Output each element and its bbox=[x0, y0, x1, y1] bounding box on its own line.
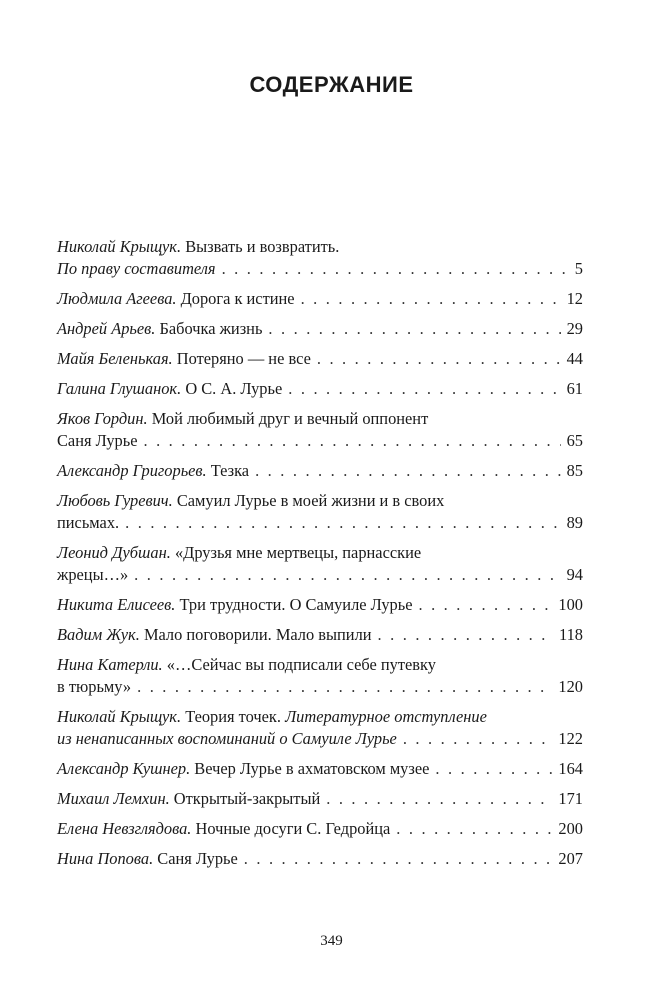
toc-page-number: 118 bbox=[559, 625, 583, 644]
dot-leader bbox=[125, 512, 560, 534]
toc-subtitle: из ненаписанных воспоминаний о Самуиле Лурье bbox=[57, 729, 397, 748]
toc-entry bbox=[57, 594, 583, 616]
toc-page-number: 61 bbox=[566, 379, 583, 398]
toc-entry-line bbox=[57, 542, 583, 564]
toc-entry bbox=[57, 542, 583, 586]
dot-leader bbox=[288, 378, 560, 400]
toc-entry-line bbox=[57, 318, 583, 340]
toc-entry bbox=[57, 408, 583, 452]
page-title: СОДЕРЖАНИЕ bbox=[249, 72, 414, 97]
toc-title: «…Сейчас вы подписали себе путевку bbox=[166, 655, 436, 674]
dot-leader bbox=[317, 348, 561, 370]
toc-title: Потеряно — не все bbox=[176, 349, 311, 368]
toc-page-number: 207 bbox=[558, 849, 583, 868]
toc-author: Любовь Гуревич. bbox=[57, 491, 173, 510]
toc-title: Бабочка жизнь bbox=[159, 319, 263, 338]
toc-page-number: 200 bbox=[558, 819, 583, 838]
toc-author: Нина Катерли. bbox=[57, 655, 163, 674]
dot-leader bbox=[301, 288, 561, 310]
toc-author: Нина Попова. bbox=[57, 849, 154, 868]
toc-page-number: 89 bbox=[566, 513, 583, 532]
toc-author: Николай Крыщук. bbox=[57, 237, 182, 256]
toc-entry bbox=[57, 460, 583, 482]
toc-author: Николай Крыщук. bbox=[57, 707, 182, 726]
toc-page-number: 29 bbox=[566, 319, 583, 338]
dot-leader bbox=[222, 258, 569, 280]
toc-title: Саня Лурье bbox=[157, 849, 238, 868]
dot-leader bbox=[326, 788, 552, 810]
toc-entry bbox=[57, 788, 583, 810]
toc-entry-line bbox=[57, 378, 583, 400]
toc-entry-line bbox=[57, 460, 583, 482]
toc-entry bbox=[57, 624, 583, 646]
dot-leader bbox=[396, 818, 552, 840]
toc-title: Открытый-закрытый bbox=[173, 789, 321, 808]
toc-title: «Друзья мне мертвецы, парнасские bbox=[174, 543, 422, 562]
toc-entry bbox=[57, 288, 583, 310]
dot-leader bbox=[134, 564, 560, 586]
toc-title: Теория точек. bbox=[185, 707, 281, 726]
toc-title: Вечер Лурье в ахматовском музее bbox=[194, 759, 430, 778]
toc-author: Михаил Лемхин. bbox=[57, 789, 170, 808]
toc-author: Никита Елисеев. bbox=[57, 595, 176, 614]
toc-entry-line bbox=[57, 676, 583, 698]
table-of-contents bbox=[57, 236, 583, 878]
toc-title-continued: Саня Лурье bbox=[57, 431, 138, 450]
toc-entry-line bbox=[57, 348, 583, 370]
toc-author: Вадим Жук. bbox=[57, 625, 140, 644]
toc-entry bbox=[57, 318, 583, 340]
toc-entry-line bbox=[57, 490, 583, 512]
toc-entry bbox=[57, 236, 583, 280]
toc-page-number: 5 bbox=[574, 259, 583, 278]
dot-leader bbox=[244, 848, 553, 870]
toc-author: Андрей Арьев. bbox=[57, 319, 156, 338]
dot-leader bbox=[143, 430, 560, 452]
toc-title: Вызвать и возвратить. bbox=[185, 237, 340, 256]
dot-leader bbox=[255, 460, 561, 482]
toc-entry-line bbox=[57, 512, 583, 534]
toc-entry-line bbox=[57, 288, 583, 310]
toc-entry-line bbox=[57, 564, 583, 586]
toc-entry-line bbox=[57, 594, 583, 616]
toc-title: Дорога к истине bbox=[180, 289, 295, 308]
toc-page-number: 100 bbox=[558, 595, 583, 614]
toc-title: Мой любимый друг и вечный оппонент bbox=[151, 409, 429, 428]
toc-page-number: 94 bbox=[566, 565, 583, 584]
toc-title: Самуил Лурье в моей жизни и в своих bbox=[176, 491, 445, 510]
dot-leader bbox=[137, 676, 552, 698]
toc-entry bbox=[57, 378, 583, 400]
toc-subtitle: По праву составителя bbox=[57, 259, 216, 278]
dot-leader bbox=[418, 594, 552, 616]
toc-title: Мало поговорили. Мало выпили bbox=[143, 625, 372, 644]
toc-title: О С. А. Лурье bbox=[185, 379, 283, 398]
toc-author: Александр Кушнер. bbox=[57, 759, 191, 778]
toc-page-number: 120 bbox=[558, 677, 583, 696]
toc-title-continued: жрецы…» bbox=[57, 565, 129, 584]
toc-author: Елена Невзглядова. bbox=[57, 819, 192, 838]
toc-entry bbox=[57, 490, 583, 534]
toc-entry bbox=[57, 818, 583, 840]
toc-entry-line bbox=[57, 728, 583, 750]
toc-title-continued: письмах. bbox=[57, 513, 120, 532]
toc-title: Тезка bbox=[210, 461, 250, 480]
toc-author: Яков Гордин. bbox=[57, 409, 148, 428]
toc-entry-line bbox=[57, 848, 583, 870]
toc-entry-line bbox=[57, 788, 583, 810]
dot-leader bbox=[378, 624, 553, 646]
toc-author: Галина Глушанок. bbox=[57, 379, 182, 398]
toc-entry-line bbox=[57, 654, 583, 676]
toc-entry-line bbox=[57, 758, 583, 780]
toc-author: Леонид Дубшан. bbox=[57, 543, 171, 562]
toc-entry bbox=[57, 758, 583, 780]
toc-entry-line bbox=[57, 408, 583, 430]
toc-entry-line bbox=[57, 258, 583, 280]
toc-entry bbox=[57, 848, 583, 870]
toc-entry-line bbox=[57, 706, 583, 728]
toc-page-number: 85 bbox=[566, 461, 583, 480]
toc-entry bbox=[57, 706, 583, 750]
toc-entry-line bbox=[57, 818, 583, 840]
toc-page-number: 122 bbox=[558, 729, 583, 748]
toc-title: Три трудности. О Самуиле Лурье bbox=[179, 595, 413, 614]
toc-page-number: 12 bbox=[566, 289, 583, 308]
toc-entry-line bbox=[57, 236, 583, 258]
toc-title: Ночные досуги С. Гедройца bbox=[195, 819, 391, 838]
toc-entry bbox=[57, 348, 583, 370]
dot-leader bbox=[435, 758, 552, 780]
toc-author: Александр Григорьев. bbox=[57, 461, 207, 480]
toc-page-number: 65 bbox=[566, 431, 583, 450]
toc-entry bbox=[57, 654, 583, 698]
page-number: 349 bbox=[320, 933, 343, 949]
toc-subtitle: Литературное отступление bbox=[285, 707, 487, 726]
dot-leader bbox=[403, 728, 553, 750]
toc-page-number: 171 bbox=[558, 789, 583, 808]
dot-leader bbox=[268, 318, 560, 340]
toc-page-number: 164 bbox=[558, 759, 583, 778]
toc-entry-line bbox=[57, 624, 583, 646]
toc-entry-line bbox=[57, 430, 583, 452]
toc-author: Майя Беленькая. bbox=[57, 349, 173, 368]
toc-page-number: 44 bbox=[566, 349, 583, 368]
toc-title-continued: в тюрьму» bbox=[57, 677, 132, 696]
toc-author: Людмила Агеева. bbox=[57, 289, 177, 308]
